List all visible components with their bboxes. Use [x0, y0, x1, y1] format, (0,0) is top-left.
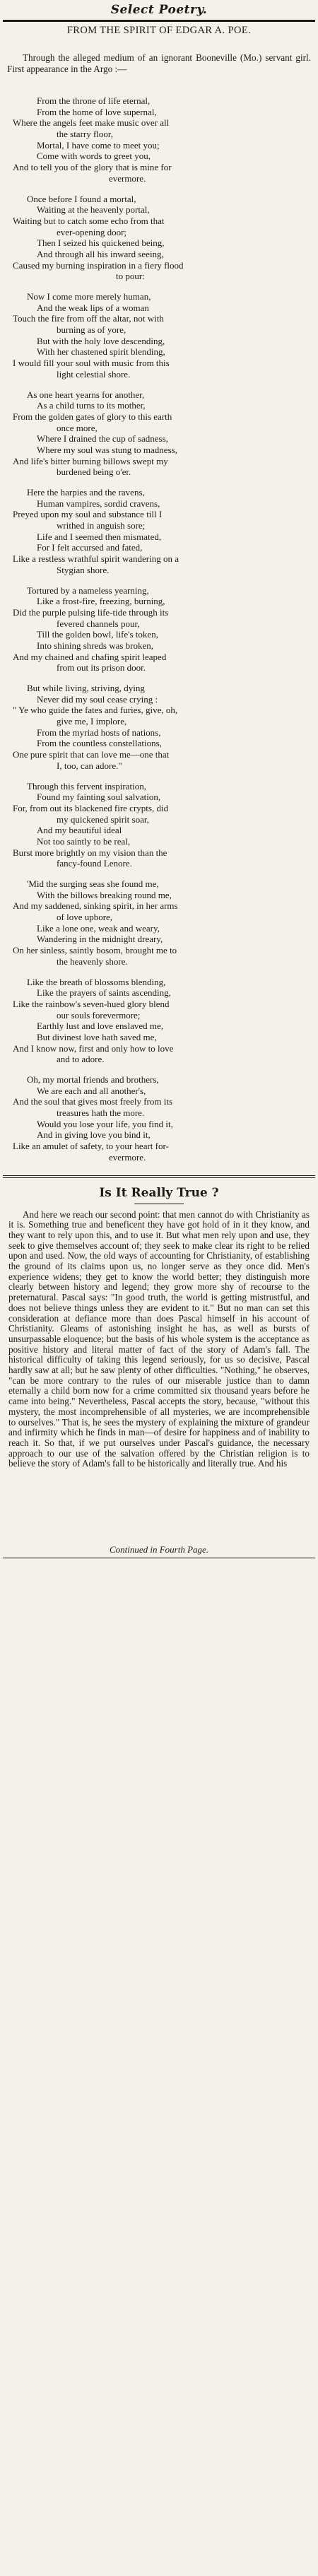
verse-line: With the billows breaking round me,: [37, 889, 172, 900]
verse-line: burning as of yore,: [57, 324, 126, 336]
verse-line: Life and I seemed then mismated,: [37, 531, 162, 542]
verse-line: Once before I found a mortal,: [27, 193, 136, 204]
poem-title: FROM THE SPIRIT OF EDGAR A. POE.: [66, 25, 252, 36]
poem-stanzas: [3, 95, 315, 1163]
verse-line: Waiting but to catch some echo from that: [13, 215, 165, 226]
verse-line: Where the angels feet make music over all: [13, 117, 170, 129]
verse-line: Not too saintly to be real,: [37, 835, 131, 847]
poem-stanza: [3, 781, 315, 870]
verse-line: of love upbore,: [57, 912, 113, 923]
newspaper-column: [3, 0, 315, 1558]
verse-line: Did the purple pulsing life-tide through its: [13, 606, 169, 618]
verse-line: once more,: [57, 422, 98, 433]
verse-line: From the throne of life eternal,: [37, 95, 151, 106]
poem-stanza: [3, 487, 315, 576]
verse-line: Come with words to greet you,: [37, 151, 151, 162]
verse-line: As a child turns to its mother,: [37, 400, 146, 411]
poem-stanza: [3, 585, 315, 674]
verse-line: I would fill your soul with music from this: [13, 358, 170, 369]
poem-stanza: [3, 1074, 315, 1163]
verse-line: Burst more brightly on my vision than the: [13, 847, 167, 858]
verse-line: And the soul that gives most freely from its: [13, 1096, 173, 1107]
verse-line: Earthly lust and love enslaved me,: [37, 1021, 164, 1032]
verse-line: fancy-found Lenore.: [57, 858, 132, 869]
verse-line: ever-opening door;: [57, 226, 127, 237]
verse-line: burdened being o'er.: [57, 466, 131, 478]
verse-line: From the golden gates of glory to this earth: [13, 411, 172, 422]
verse-line: Stygian shore.: [57, 564, 110, 575]
verse-line: And to tell you of the glory that is mine for: [13, 162, 172, 173]
verse-line: Then I seized his quickened being,: [37, 237, 165, 249]
continued-notice: Continued in Fourth Page.: [109, 1543, 209, 1555]
verse-line: For, from out its blackened fire crypts, did: [13, 802, 169, 813]
verse-line: Where my soul was stung to madness,: [37, 444, 177, 455]
verse-line: and to adore.: [57, 1054, 105, 1065]
poem-intro: Through the alleged medium of an ignorant Booneville (Mo.) servant girl. First appearance in the Argo :—: [7, 52, 311, 74]
masthead-rule: [3, 20, 315, 22]
section-divider: [3, 1172, 315, 1180]
verse-line: On her sinless, saintly bosom, brought me to: [13, 945, 177, 956]
verse-line: writhed in anguish sore;: [57, 520, 146, 531]
verse-line: Through this fervent inspiration,: [27, 780, 146, 792]
verse-line: Tortured by a nameless yearning,: [27, 584, 149, 596]
verse-line: the heavenly shore.: [57, 955, 128, 967]
verse-line: our souls forevermore;: [57, 1009, 141, 1021]
verse-line: from out its prison door.: [57, 662, 146, 674]
verse-line: give me, I implore,: [57, 716, 127, 727]
verse-line: And life's bitter burning billows swept my: [13, 455, 168, 466]
verse-line: Caused my burning inspiration in a fiery flood: [13, 259, 184, 271]
verse-line: Preyed upon my soul and substance till I: [13, 509, 163, 520]
verse-line: Like a restless wrathful spirit wandering on a: [13, 553, 179, 565]
verse-line: Oh, my mortal friends and brothers,: [27, 1074, 159, 1085]
verse-line: And in giving love you bind it,: [37, 1129, 151, 1141]
verse-line: Like a frost-fire, freezing, burning,: [37, 596, 165, 607]
verse-line: evermore.: [109, 172, 146, 184]
verse-line: As one heart yearns for another,: [27, 389, 145, 400]
verse-line: But divinest love hath saved me,: [37, 1031, 157, 1042]
verse-line: 'Mid the surging seas she found me,: [27, 878, 159, 889]
verse-line: I, too, can adore.": [57, 760, 122, 771]
verse-line: Found my fainting soul salvation,: [37, 792, 161, 803]
poem-stanza: [3, 95, 315, 184]
article-title: Is It Really True ?: [99, 1185, 219, 1200]
verse-line: Into shining shreds was broken,: [37, 640, 154, 651]
verse-line: And my beautiful ideal: [37, 825, 122, 836]
verse-line: Like the prayers of saints ascending,: [37, 987, 171, 999]
verse-line: evermore.: [109, 1151, 146, 1163]
verse-line: to pour:: [116, 271, 145, 282]
poem-stanza: [3, 977, 315, 1066]
verse-line: But with the holy love descending,: [37, 335, 165, 346]
verse-line: treasures hath the more.: [57, 1107, 145, 1119]
verse-line: the starry floor,: [57, 129, 113, 140]
poem-stanza: [3, 291, 315, 380]
verse-line: Touch the fire from off the altar, not with: [13, 313, 164, 324]
verse-line: Human vampires, sordid cravens,: [37, 498, 160, 509]
verse-line: Like an amulet of safety, to your heart for-: [13, 1141, 169, 1152]
verse-line: And my chained and chafing spirit leaped: [13, 651, 167, 662]
verse-line: Here the harpies and the ravens,: [27, 487, 145, 498]
verse-line: And my saddened, sinking spirit, in her arms: [13, 900, 178, 912]
verse-line: Never did my soul cease crying :: [37, 693, 158, 705]
verse-line: Till the golden bowl, life's token,: [37, 629, 158, 640]
verse-line: my quickened spirit soar,: [57, 813, 149, 825]
verse-line: With her chastened spirit blending,: [37, 346, 165, 358]
poem-stanza: [3, 389, 315, 478]
verse-line: Mortal, I have come to meet you;: [37, 139, 160, 151]
verse-line: Like the breath of blossoms blending,: [27, 976, 166, 987]
verse-line: light celestial shore.: [57, 368, 131, 380]
verse-line: Wandering in the midnight dreary,: [37, 934, 163, 945]
verse-line: But while living, striving, dying: [27, 683, 145, 693]
poem-stanza: [3, 194, 315, 283]
verse-line: Now I come more merely human,: [27, 291, 151, 302]
verse-line: One pure spirit that can love me—one that: [13, 749, 170, 760]
verse-line: For I felt accursed and fated,: [37, 542, 143, 553]
poem-stanza: [3, 878, 315, 968]
verse-line: And I know now, first and only how to love: [13, 1042, 174, 1054]
verse-line: We are each and all another's,: [37, 1085, 146, 1096]
verse-line: From the myriad hosts of nations,: [37, 727, 161, 738]
verse-line: From the countless constellations,: [37, 738, 162, 749]
section-masthead: Select Poetry.: [110, 3, 208, 17]
verse-line: Like a lone one, weak and weary,: [37, 922, 160, 934]
verse-line: Waiting at the heavenly portal,: [37, 204, 150, 216]
verse-line: fevered channels pour,: [57, 618, 140, 629]
poem-stanza: [3, 683, 315, 772]
verse-line: Where I drained the cup of sadness,: [37, 433, 168, 445]
verse-line: And through all his inward seeing,: [37, 248, 164, 259]
verse-line: Like the rainbow's seven-hued glory blend: [13, 998, 170, 1009]
verse-line: Would you lose your life, you find it,: [37, 1118, 173, 1129]
verse-line: And the weak lips of a woman: [37, 302, 149, 313]
verse-line: " Ye who guide the fates and furies, give, oh,: [13, 705, 178, 716]
verse-line: From the home of love supernal,: [37, 106, 157, 117]
article-body: And here we reach our second point: that men cannot do with Christianity as it is. Something true and beneficent they have got hold of in it they know, and they want to rely upon this, and to use it. But what men rely upon and use, they seek to give themselves account of; they seek to make clear its right to be relied upon and used. Now, the old ways of accounting for Christianity, of establishing the ground of its claims upon us, no longer serve as they once did. Men's experience widens; they get to know the world better; they distinguish more clearly between history and legend; they grow more shy of recourse to the preternatural. Pascal says: "In good truth, the world is getting mistrustful, and does not believe things unless they are evident to it." But no man can set this consideration at defiance more than does Pascal himself in his account of Christianity. Gleams of astonishing insight he has, as well as bursts of unsurpassable eloquence; but the basis of his whole system is the acceptance as positive history and literal matter of fact of the story of Adam's fall. The historical difficulty of taking this legend seriously, for us so decisive, Pascal hardly saw at all; but he saw plenty of other difficulties. "Nothing," he observes, "can be more contrary to the rules of our miserable justice than to damn eternally a child born now for a crime committed six thousand years before he came into being." Nevertheless, Pascal accepts the story, because, "without this mystery, the most incomprehensible of all mysteries, we are incomprehensible to ourselves." That is, he sees the mystery of explaining the mixture of grandeur and infirmity which he finds in man—of desire for happiness and of inability to reach it. So that, if we put ourselves under Pascal's guidance, the necessary approach to our use of the salvation offered by the Christian religion is to believe the story of Adam's fall to be historically and literally true. And his: [8, 1209, 310, 1469]
